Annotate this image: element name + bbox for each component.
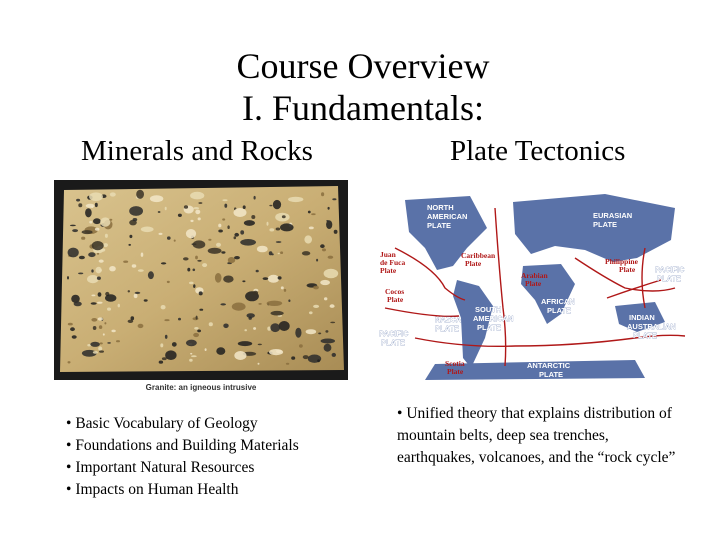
label-cocos-2: Plate xyxy=(387,295,404,304)
label-south-american-1: SOUTH xyxy=(475,305,502,314)
svg-text:PACIFICPLATE xyxy=(655,265,685,283)
label-pacific-right-2: PLATE xyxy=(657,274,682,283)
label-caribbean-1: Caribbean xyxy=(461,251,496,260)
label-indian-2: AUSTRALIAN xyxy=(627,322,676,331)
left-bullet-item: • Impacts on Human Health xyxy=(66,479,299,501)
label-african-2: PLATE xyxy=(547,306,572,315)
label-indian-3: PLATE xyxy=(633,331,658,340)
left-bullet-item: • Important Natural Resources xyxy=(66,457,299,479)
label-indian-1: INDIAN xyxy=(629,313,655,322)
granite-rock-picture xyxy=(54,180,348,380)
label-arabian-1: Arabian xyxy=(521,271,548,280)
label-antarctic-2: PLATE xyxy=(539,370,564,379)
granite-caption: Granite: an igneous intrusive xyxy=(145,383,257,392)
label-caribbean-2: Plate xyxy=(465,259,482,268)
granite-image xyxy=(54,180,348,392)
label-pacific-left-2: PLATE xyxy=(381,338,406,347)
label-philippine-2: Plate xyxy=(619,265,636,274)
label-nazca-1: NAZCA xyxy=(435,315,462,324)
label-antarctic-1: ANTARCTIC xyxy=(527,361,571,370)
slide-title-line2: I. Fundamentals: xyxy=(242,88,484,128)
svg-text:AFRICANPLATE xyxy=(541,297,575,315)
label-south-american-3: PLATE xyxy=(477,323,502,332)
label-pacific-left-1: PACIFIC xyxy=(379,329,409,338)
label-north-american-3: PLATE xyxy=(427,221,452,230)
label-eurasian-2: PLATE xyxy=(593,220,618,229)
svg-text:NAZCAPLATE xyxy=(435,315,462,333)
slide-title-line1: Course Overview xyxy=(236,46,490,86)
label-scotia-1: Scotia xyxy=(445,359,465,368)
label-juan-de-fuca-3: Plate xyxy=(380,266,397,275)
svg-text:PACIFICPLATE xyxy=(379,329,409,347)
label-south-american-2: AMERICAN xyxy=(473,314,514,323)
right-bullet-item: • Unified theory that explains distribution of mountain belts, deep sea trenches, earthquakes, volcanoes, and the “rock cycle” xyxy=(397,403,687,469)
label-scotia-2: Plate xyxy=(447,367,464,376)
label-eurasian-1: EURASIAN xyxy=(593,211,633,220)
left-bullet-list xyxy=(66,413,299,501)
left-bullet-item: • Foundations and Building Materials xyxy=(66,435,299,457)
label-north-american-1: NORTH xyxy=(427,203,454,212)
left-heading: Minerals and Rocks xyxy=(81,135,313,167)
label-nazca-2: PLATE xyxy=(435,324,460,333)
label-cocos-1: Cocos xyxy=(385,287,405,296)
label-pacific-right-1: PACIFIC xyxy=(655,265,685,274)
label-juan-de-fuca-2: de Fuca xyxy=(380,258,406,267)
svg-text:CocosPlate xyxy=(385,287,404,304)
label-juan-de-fuca-1: Juan xyxy=(380,250,396,259)
plate-tectonics-map xyxy=(375,188,693,386)
label-african-1: AFRICAN xyxy=(541,297,575,306)
label-north-american-2: AMERICAN xyxy=(427,212,468,221)
right-bullet-list xyxy=(397,403,687,469)
left-bullet-item: • Basic Vocabulary of Geology xyxy=(66,413,299,435)
label-philippine-1: Philippine xyxy=(605,257,638,266)
label-arabian-2: Plate xyxy=(525,279,542,288)
svg-text:ScotiaPlate xyxy=(445,359,465,376)
right-heading: Plate Tectonics xyxy=(450,135,626,167)
